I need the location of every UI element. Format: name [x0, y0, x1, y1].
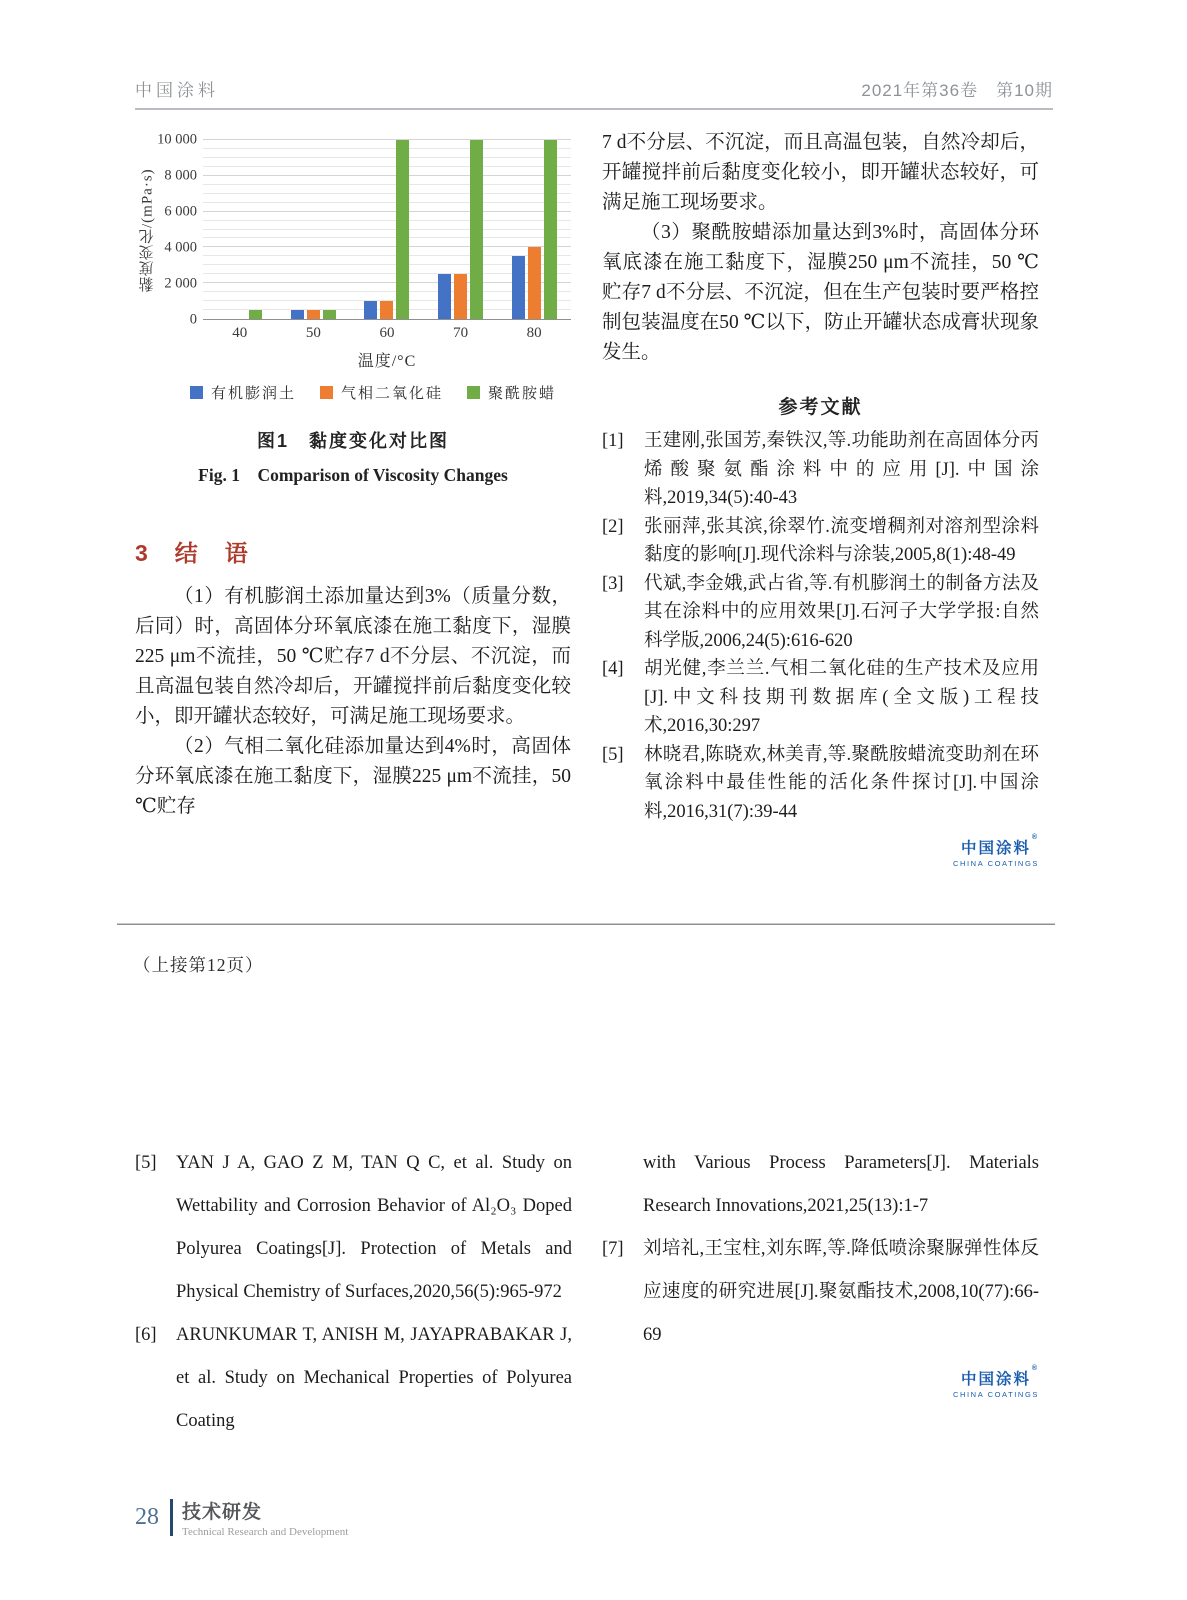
reference-text: 胡光健,李兰兰.气相二氧化硅的生产技术及应用[J].中文科技期刊数据库(全文版)工程技术,2016,30:297: [644, 659, 1039, 736]
bottom-references-right-list: [602, 1142, 1039, 1357]
bar: [454, 274, 467, 319]
reference-number: [2]: [602, 516, 624, 537]
y-tick-label: 8 000: [164, 167, 197, 184]
conclusion-paragraph: （1）有机膨润土添加量达到3%（质量分数，后同）时，高固体分环氧底漆在施工黏度下，湿膜225 μm不流挂，50 ℃贮存7 d不分层、不沉淀，而且高温包装自然冷却后，开罐搅拌前后黏度变化较小，即开罐状态较好，可满足施工现场要求。: [135, 586, 571, 727]
conclusion-heading: 3 结 语: [135, 540, 250, 566]
logo-text-zh: 中国涂料 ®: [960, 834, 1039, 857]
references-heading: 参考文献: [778, 397, 863, 418]
bar: [396, 140, 409, 319]
issue-info: 2021年第36卷 第10期: [861, 81, 1053, 100]
legend-item: [320, 382, 443, 403]
chart-plot: [203, 140, 571, 320]
reference-item: [135, 1314, 572, 1443]
y-ticks: [157, 131, 203, 328]
bar: [544, 140, 557, 319]
bar: [438, 274, 451, 319]
reference-item: [602, 655, 1039, 741]
legend-item: [190, 382, 296, 403]
reference-text: 林晓君,陈晓欢,林美青,等.聚酰胺蜡流变助剂在环氧涂料中最佳性能的活化条件探讨[J].中国涂料,2016,31(7):39-44: [644, 744, 1039, 822]
reference-item: [602, 1142, 1039, 1228]
bar: [470, 140, 483, 319]
x-tick-label: 50: [305, 325, 321, 341]
reference-text: 刘培礼,王宝柱,刘东晖,等.降低喷涂聚脲弹性体反应速度的研究进展[J].聚氨酯技术,2008,10(77):66-69: [643, 1239, 1039, 1345]
section-divider: [117, 923, 1055, 925]
legend-label: 聚酰胺蜡: [488, 386, 557, 402]
y-tick-label: 10 000: [157, 131, 197, 148]
y-tick-label: 4 000: [164, 239, 197, 256]
bar-group-80: [497, 140, 571, 319]
figure-caption-zh: 图1 黏度变化对比图: [256, 431, 449, 451]
bar-groups: [203, 140, 571, 319]
reference-number: [5]: [602, 744, 624, 765]
reference-text: 代斌,李金娥,武占省,等.有机膨润土的制备方法及其在涂料中的应用效果[J].石河子大学学报:自然科学版,2006,24(5):616-620: [644, 573, 1039, 651]
bar-group-40: [203, 140, 277, 319]
reference-item: [602, 513, 1039, 570]
footer-divider-bar: [170, 1499, 173, 1536]
bar: [291, 310, 304, 319]
x-tick-label: 60: [379, 325, 395, 341]
reference-number: [4]: [602, 659, 624, 679]
bar-group-70: [424, 140, 498, 319]
legend-label: 气相二氧化硅: [340, 386, 443, 402]
bar: [307, 310, 320, 319]
viscosity-chart-figure: [135, 131, 571, 487]
right-column: [602, 128, 1039, 868]
reference-text: 王建刚,张国芳,秦铁汉,等.功能助剂在高固体分丙烯酸聚氨酯涂料中的应用[J].中国涂料,2019,34(5):40-43: [644, 431, 1039, 508]
x-tick-label: 80: [526, 325, 542, 341]
reference-number: [6]: [135, 1325, 157, 1345]
page-number: 28: [135, 1504, 159, 1530]
registered-mark-icon: ®: [1031, 1365, 1039, 1372]
page-footer: [135, 1497, 348, 1538]
bar: [364, 301, 377, 319]
bar: [249, 310, 262, 319]
reference-text: with Various Process Parameters[J]. Materials Research Innovations,2021,25(13):1-7: [643, 1153, 1039, 1216]
x-tick-label: 70: [453, 325, 469, 341]
x-tick-label: 40: [232, 325, 248, 341]
legend-swatch-icon: [190, 386, 203, 399]
bar-group-60: [350, 140, 424, 319]
conclusion-left-paragraphs: [135, 582, 571, 822]
reference-number: [3]: [602, 573, 624, 594]
journal-name: 中国涂料: [135, 81, 219, 100]
y-tick-label: 2 000: [164, 275, 197, 292]
continuation-note: （上接第12页）: [133, 955, 264, 975]
reference-number: [5]: [135, 1153, 157, 1173]
footer-section-en: Technical Research and Development: [182, 1526, 349, 1538]
registered-mark-icon: ®: [1031, 834, 1039, 841]
bar: [380, 301, 393, 319]
footer-section: [182, 1497, 348, 1538]
bottom-references-right: [602, 1142, 1039, 1399]
reference-number: [7]: [602, 1239, 624, 1259]
y-tick-label: 0: [189, 311, 197, 328]
references-list: [602, 427, 1039, 826]
reference-item: [602, 427, 1039, 513]
bar: [528, 247, 541, 319]
chart-area: [135, 131, 571, 328]
legend-swatch-icon: [467, 386, 480, 399]
reference-text: YAN J A, GAO Z M, TAN Q C, et al. Study on Wettability and Corrosion Behavior of Al₂O₃ Doped Polyurea Coatings[J]. Protection of Metals and Physical Chemistry of Surfaces,2020,56(5):965-972: [176, 1153, 572, 1302]
left-column: [135, 128, 571, 822]
reference-item: [602, 741, 1039, 827]
conclusion-continuation-paragraph: 7 d不分层、不沉淀，而且高温包装，自然冷却后，开罐搅拌前后黏度变化较小，即开罐状态较好，可满足施工现场要求。: [602, 132, 1039, 213]
china-coatings-logo: [953, 1367, 1039, 1399]
chart-legend: [175, 382, 571, 403]
legend-swatch-icon: [320, 386, 333, 399]
legend-item: [467, 382, 556, 403]
reference-number: [1]: [602, 431, 624, 451]
bar-group-50: [277, 140, 351, 319]
logo-text-en: CHINA COATINGS: [952, 859, 1039, 868]
conclusion-paragraph: （3）聚酰胺蜡添加量达到3%时，高固体分环氧底漆在施工黏度下，湿膜250 μm不流挂，50 ℃贮存7 d不分层、不沉淀，但在生产包装时要严格控制包装温度在50 ℃以下，防止开罐状态成膏状现象发生。: [602, 222, 1039, 363]
bar: [323, 310, 336, 319]
legend-label: 有机膨润土: [210, 386, 296, 402]
conclusion-paragraph: （2）气相二氧化硅添加量达到4%时，高固体分环氧底漆在施工黏度下，湿膜225 μm不流挂，50 ℃贮存: [135, 736, 571, 817]
footer-section-zh: 技术研发: [182, 1502, 263, 1523]
reference-text: ARUNKUMAR T, ANISH M, JAYAPRABAKAR J, et al. Study on Mechanical Properties of Polyurea Coating: [176, 1325, 572, 1431]
reference-item: [135, 1142, 572, 1314]
logo-text-en: CHINA COATINGS: [952, 1390, 1039, 1399]
reference-text: 张丽萍,张其滨,徐翠竹.流变增稠剂对溶剂型涂料黏度的影响[J].现代涂料与涂装,2005,8(1):48-49: [644, 516, 1039, 565]
y-axis-label: 黏度变化/(mPa·s): [139, 168, 156, 292]
bar: [512, 256, 525, 319]
reference-item: [602, 1228, 1039, 1357]
page-header: [135, 76, 1053, 110]
reference-item: [602, 570, 1039, 656]
x-axis-label: 温度/°C: [357, 353, 417, 370]
china-coatings-logo: [953, 836, 1039, 868]
x-ticks: [203, 325, 571, 342]
figure-caption-en: Fig. 1 Comparison of Viscosity Changes: [198, 465, 508, 485]
logo-text-zh: 中国涂料 ®: [960, 1365, 1039, 1388]
y-tick-label: 6 000: [164, 203, 197, 220]
bottom-references-left: [135, 1142, 572, 1443]
conclusion-right-paragraphs: [602, 218, 1039, 368]
